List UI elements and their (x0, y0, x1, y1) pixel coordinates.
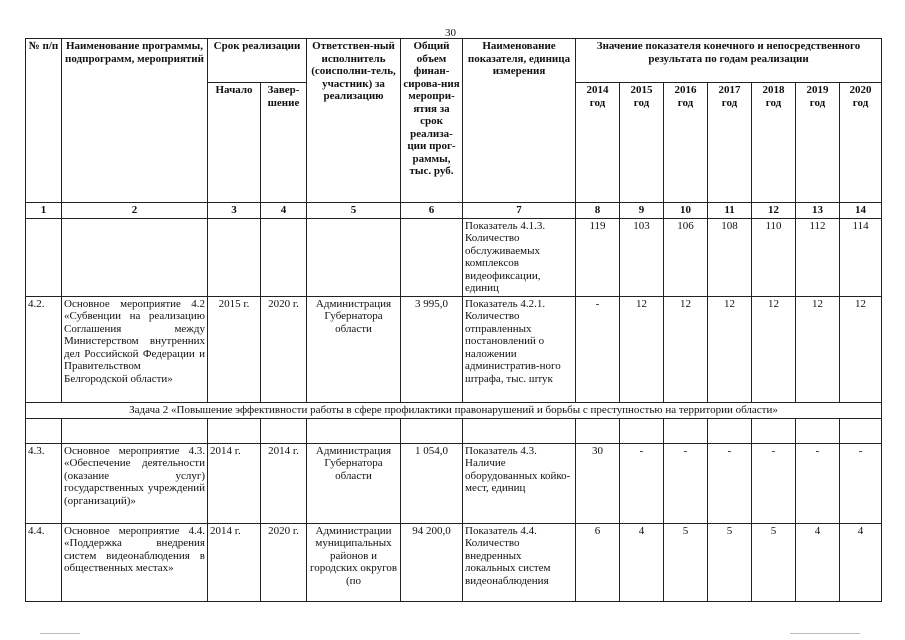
table-row (26, 296, 882, 402)
column-number: 4 (261, 203, 307, 219)
task-title: Задача 2 «Повышение эффективности работы в сфере профилактики правонарушений и борьбы с преступностью на территории области» (26, 402, 882, 418)
row-value: 12 (664, 296, 708, 402)
row-name: Основное мероприятие 4.4. «Поддержка внедрения систем видеонаблюдения в общественных местах» (62, 523, 208, 601)
row-value: 106 (664, 218, 708, 296)
row-num: 4.4. (26, 523, 62, 601)
header-year: 2014 год (576, 83, 620, 203)
row-indicator: Показатель 4.1.3. Количество обслуживаемых комплексов видеофиксации, единиц (463, 218, 576, 296)
row-name: Основное мероприятие 4.2 «Субвенции на реализацию Соглашения между Министерством внутренних дел Российской Федерации и Правительством Белгородской области» (62, 296, 208, 402)
column-number: 12 (752, 203, 796, 219)
column-number: 1 (26, 203, 62, 219)
header-year: 2018 год (752, 83, 796, 203)
row-indicator: Показатель 4.4. Количество внедренных локальных систем видеонаблюдения (463, 523, 576, 601)
row-value: 4 (840, 523, 882, 601)
header-year: 2015 год (620, 83, 664, 203)
row-volume (401, 218, 463, 296)
row-value: - (664, 443, 708, 523)
row-value: - (620, 443, 664, 523)
row-value: - (752, 443, 796, 523)
row-value: 4 (620, 523, 664, 601)
row-value: 12 (752, 296, 796, 402)
row-value: 103 (620, 218, 664, 296)
row-end (261, 218, 307, 296)
spacer-row (26, 418, 882, 443)
column-number: 3 (208, 203, 261, 219)
row-value: 6 (576, 523, 620, 601)
row-executor: Администрация Губернатора области (307, 443, 401, 523)
row-value: 110 (752, 218, 796, 296)
row-value: 12 (840, 296, 882, 402)
row-value: 114 (840, 218, 882, 296)
row-value: 5 (708, 523, 752, 601)
header-values-title: Значение показателя конечного и непосредственного результата по годам реализации (576, 39, 882, 83)
row-end: 2014 г. (261, 443, 307, 523)
column-number: 5 (307, 203, 401, 219)
table-row (26, 218, 882, 296)
task-row (26, 402, 882, 418)
column-number: 13 (796, 203, 840, 219)
row-value: 12 (620, 296, 664, 402)
column-number: 8 (576, 203, 620, 219)
header-year: 2016 год (664, 83, 708, 203)
header-num: № п/п (26, 39, 62, 203)
header-indicator: Наименование показателя, единица измерения (463, 39, 576, 203)
column-number: 14 (840, 203, 882, 219)
row-start: 2014 г. (208, 443, 261, 523)
column-number: 6 (401, 203, 463, 219)
column-number: 7 (463, 203, 576, 219)
header-year: 2017 год (708, 83, 752, 203)
row-value: 108 (708, 218, 752, 296)
row-value: 5 (752, 523, 796, 601)
table-row (26, 523, 882, 601)
row-start: 2014 г. (208, 523, 261, 601)
row-name: Основное мероприятие 4.3. «Обеспечение деятельности (оказание услуг) государственных учреждений (организаций)» (62, 443, 208, 523)
header-executor: Ответствен-ный исполнитель (соисполни-тель, участник) за реализацию (307, 39, 401, 203)
table-row (26, 443, 882, 523)
row-indicator: Показатель 4.3. Наличие оборудованных койко-мест, единиц (463, 443, 576, 523)
row-name (62, 218, 208, 296)
header-year: 2020 год (840, 83, 882, 203)
scan-edge-rule (40, 633, 80, 634)
column-numbers-row (26, 203, 882, 219)
header-name: Наименование программы, подпрограмм, мероприятий (62, 39, 208, 203)
row-value: - (576, 296, 620, 402)
column-number: 10 (664, 203, 708, 219)
row-num: 4.2. (26, 296, 62, 402)
row-value: - (708, 443, 752, 523)
row-end: 2020 г. (261, 523, 307, 601)
header-end: Завер-шение (261, 83, 307, 203)
row-value: - (796, 443, 840, 523)
row-value: - (840, 443, 882, 523)
column-number: 9 (620, 203, 664, 219)
column-number: 11 (708, 203, 752, 219)
row-end: 2020 г. (261, 296, 307, 402)
row-volume: 1 054,0 (401, 443, 463, 523)
row-value: 4 (796, 523, 840, 601)
column-number: 2 (62, 203, 208, 219)
row-volume: 94 200,0 (401, 523, 463, 601)
header-volume: Общий объем финан-сирова-ния меропри-ятия за срок реализа-ции прог-раммы, тыс. руб. (401, 39, 463, 203)
header-row-1 (26, 39, 882, 83)
header-term: Срок реализации (208, 39, 307, 83)
row-value: 119 (576, 218, 620, 296)
program-table (25, 38, 882, 602)
row-num: 4.3. (26, 443, 62, 523)
row-volume: 3 995,0 (401, 296, 463, 402)
row-executor: Администрации муниципальных районов и городских округов (по (307, 523, 401, 601)
row-executor (307, 218, 401, 296)
row-value: 30 (576, 443, 620, 523)
row-executor: Администрация Губернатора области (307, 296, 401, 402)
scan-edge-rule (790, 633, 860, 634)
row-indicator: Показатель 4.2.1. Количество отправленных постановлений о наложении административ-ного штрафа, тыс. штук (463, 296, 576, 402)
page-number: 30 (445, 27, 456, 39)
row-start (208, 218, 261, 296)
row-value: 112 (796, 218, 840, 296)
row-start: 2015 г. (208, 296, 261, 402)
row-num (26, 218, 62, 296)
header-start: Начало (208, 83, 261, 203)
header-year: 2019 год (796, 83, 840, 203)
row-value: 12 (708, 296, 752, 402)
row-value: 5 (664, 523, 708, 601)
row-value: 12 (796, 296, 840, 402)
